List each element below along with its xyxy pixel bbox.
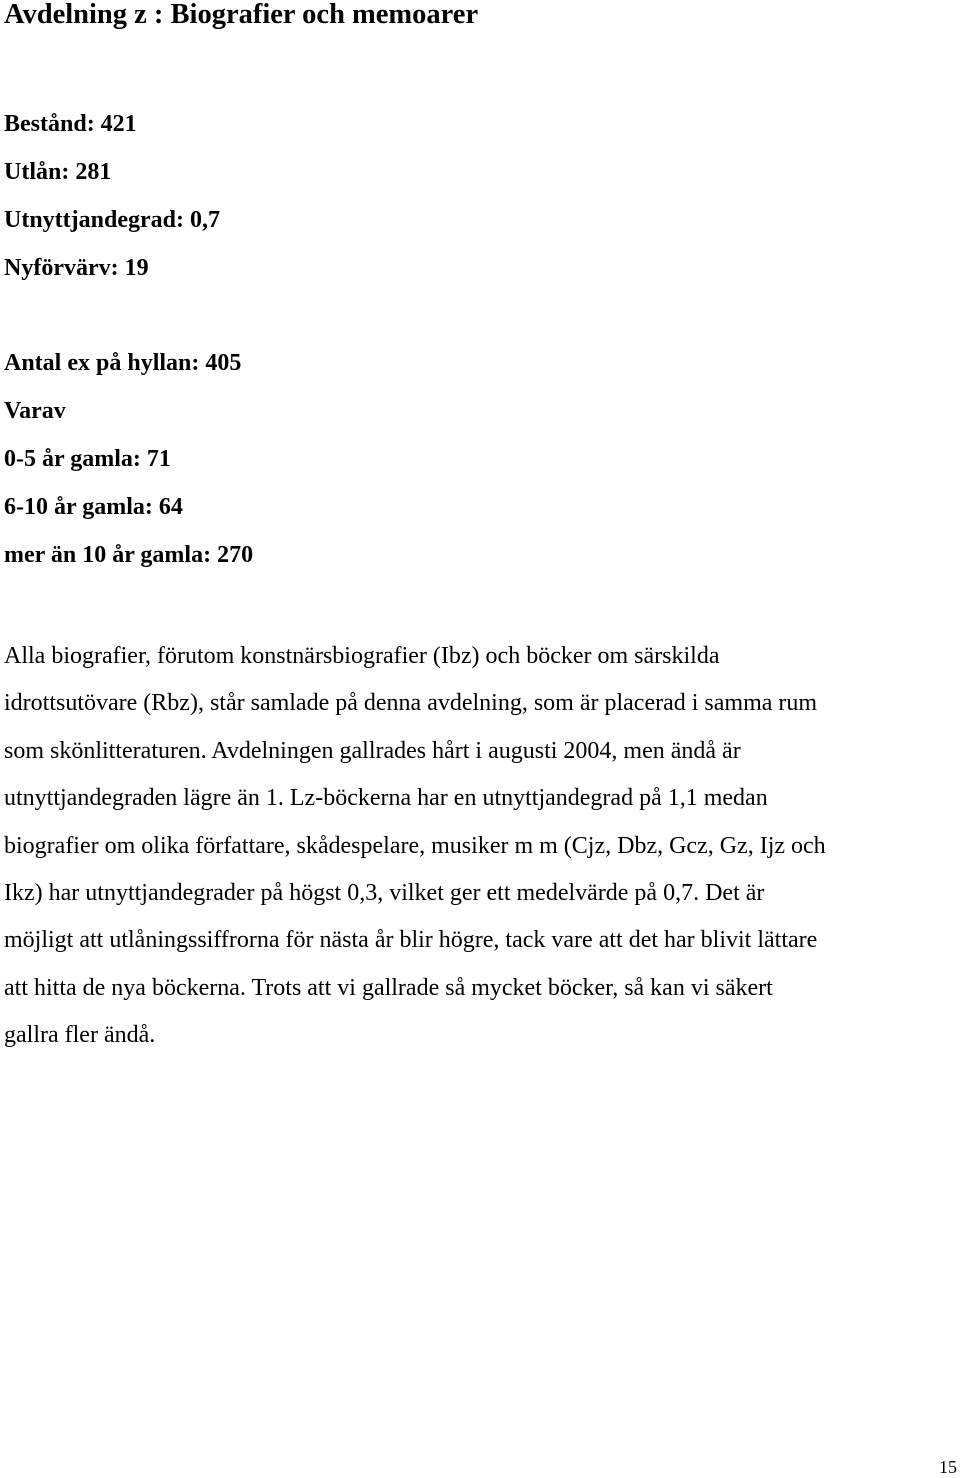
paragraph-line: utnyttjandegraden lägre än 1. Lz-böckerna har en utnyttjandegrad på 1,1 medan [4, 785, 768, 812]
paragraph-line: biografier om olika författare, skådespelare, musiker m m (Cjz, Dbz, Gcz, Gz, Ijz och [4, 832, 826, 859]
statistics-list [4, 100, 253, 579]
stat-bestand: Bestånd: 421 [4, 111, 137, 137]
stat-antal-ex: Antal ex på hyllan: 405 [4, 350, 242, 376]
stat-age-over-10: mer än 10 år gamla: 270 [4, 542, 254, 568]
paragraph-line: att hitta de nya böckerna. Trots att vi gallrade så mycket böcker, så kan vi säkert [4, 974, 773, 1001]
paragraph-line: Ikz) har utnyttjandegrader på högst 0,3, vilket ger ett medelvärde på 0,7. Det är [4, 880, 765, 907]
stat-utnyttjandegrad: Utnyttjandegrad: 0,7 [4, 207, 220, 233]
paragraph-line: gallra fler ändå. [4, 1022, 156, 1049]
stat-age-0-5: 0-5 år gamla: 71 [4, 446, 171, 472]
stat-nyforvarv: Nyförvärv: 19 [4, 255, 149, 281]
stat-utlan: Utlån: 281 [4, 159, 112, 185]
stat-age-6-10: 6-10 år gamla: 64 [4, 494, 183, 520]
page-heading: Avdelning z : Biografier och memoarer [4, 0, 479, 30]
paragraph-line: Alla biografier, förutom konstnärsbiografier (Ibz) och böcker om särskilda [4, 643, 720, 669]
paragraph-line: som skönlitteraturen. Avdelningen gallrades hårt i augusti 2004, men ändå är [4, 737, 741, 764]
paragraph-line: möjligt att utlåningssiffrorna för nästa år blir högre, tack vare att det har blivit lättare [4, 927, 818, 954]
paragraph-line: idrottsutövare (Rbz), står samlade på denna avdelning, som är placerad i samma rum [4, 690, 818, 717]
stat-varav: Varav [4, 398, 66, 424]
body-paragraph [4, 633, 958, 1060]
page-number: 15 [939, 1457, 957, 1477]
